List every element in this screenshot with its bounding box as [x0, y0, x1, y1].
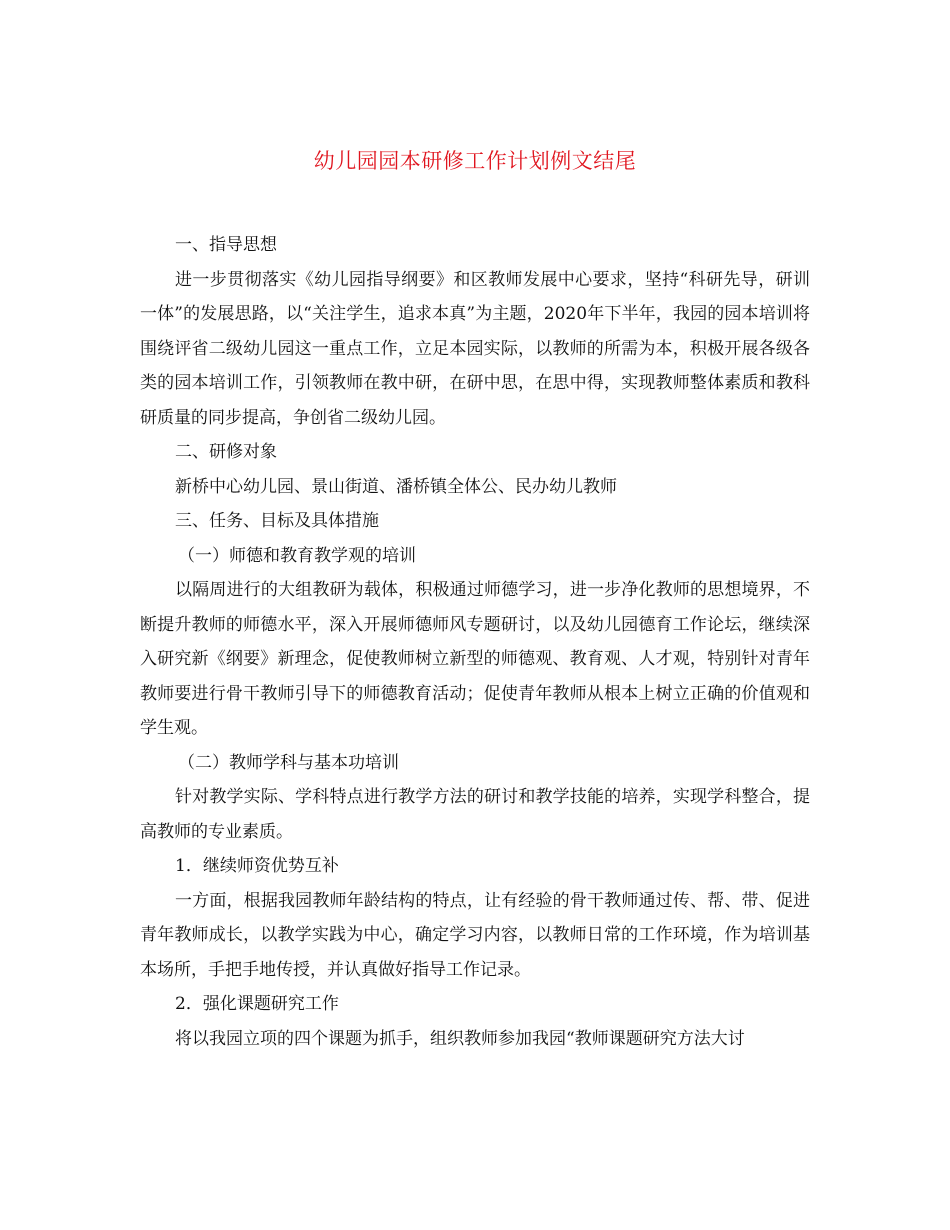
subheading-subject-training: （二）教师学科与基本功培训	[178, 752, 399, 773]
heading-training-targets: 二、研修对象	[175, 442, 277, 462]
document-body	[140, 228, 810, 1056]
document-title: 幼儿园园本研修工作计划例文结尾	[313, 149, 637, 173]
paragraph-guiding-thought: 进一步贯彻落实《幼儿园指导纲要》和区教师发展中心要求，坚持“科研先导，研训一体”的发展思路，以“关注学生，追求本真”为主题，2020年下半年，我园的园本培训将围绕评省二级幼儿园这一重点工作，立足本园实际，以教师的所需为本，积极开展各级各类的园本培训工作，引领教师在教中研，在研中思，在思中得，实现教师整体素质和教科研质量的同步提高，争创省二级幼儿园。	[140, 269, 810, 428]
item-2-heading: 2．强化课题研究工作	[175, 994, 339, 1014]
paragraph-training-targets: 新桥中心幼儿园、景山街道、潘桥镇全体公、民办幼儿教师	[175, 476, 617, 497]
subheading-ethics-training: （一）师德和教育教学观的培训	[178, 545, 416, 566]
item-2-paragraph: 将以我园立项的四个课题为抓手，组织教师参加我园“教师课题研究方法大讨	[175, 1028, 745, 1049]
paragraph-ethics-training: 以隔周进行的大组教研为载体，积极通过师德学习，进一步净化教师的思想境界，不断提升教师的师德水平，深入开展师德师风专题研讨，以及幼儿园德育工作论坛，继续深入研究新《纲要》新理念，促使教师树立新型的师德观、教育观、人才观，特别针对青年教师要进行骨干教师引导下的师德教育活动；促使青年教师从根本上树立正确的价值观和学生观。	[140, 580, 810, 738]
item-1-heading: 1．继续师资优势互补	[175, 856, 339, 876]
heading-tasks-goals: 三、任务、目标及具体措施	[175, 511, 379, 531]
heading-guiding-thought: 一、指导思想	[175, 235, 277, 255]
item-1-paragraph: 一方面，根据我园教师年龄结构的特点，让有经验的骨干教师通过传、帮、带、促进青年教师成长，以教学实践为中心，确定学习内容，以教师日常的工作环境，作为培训基本场所，手把手地传授，并认真做好指导工作记录。	[140, 890, 810, 980]
paragraph-subject-training: 针对教学实际、学科特点进行教学方法的研讨和教学技能的培养，实现学科整合，提高教师的专业素质。	[140, 787, 810, 842]
